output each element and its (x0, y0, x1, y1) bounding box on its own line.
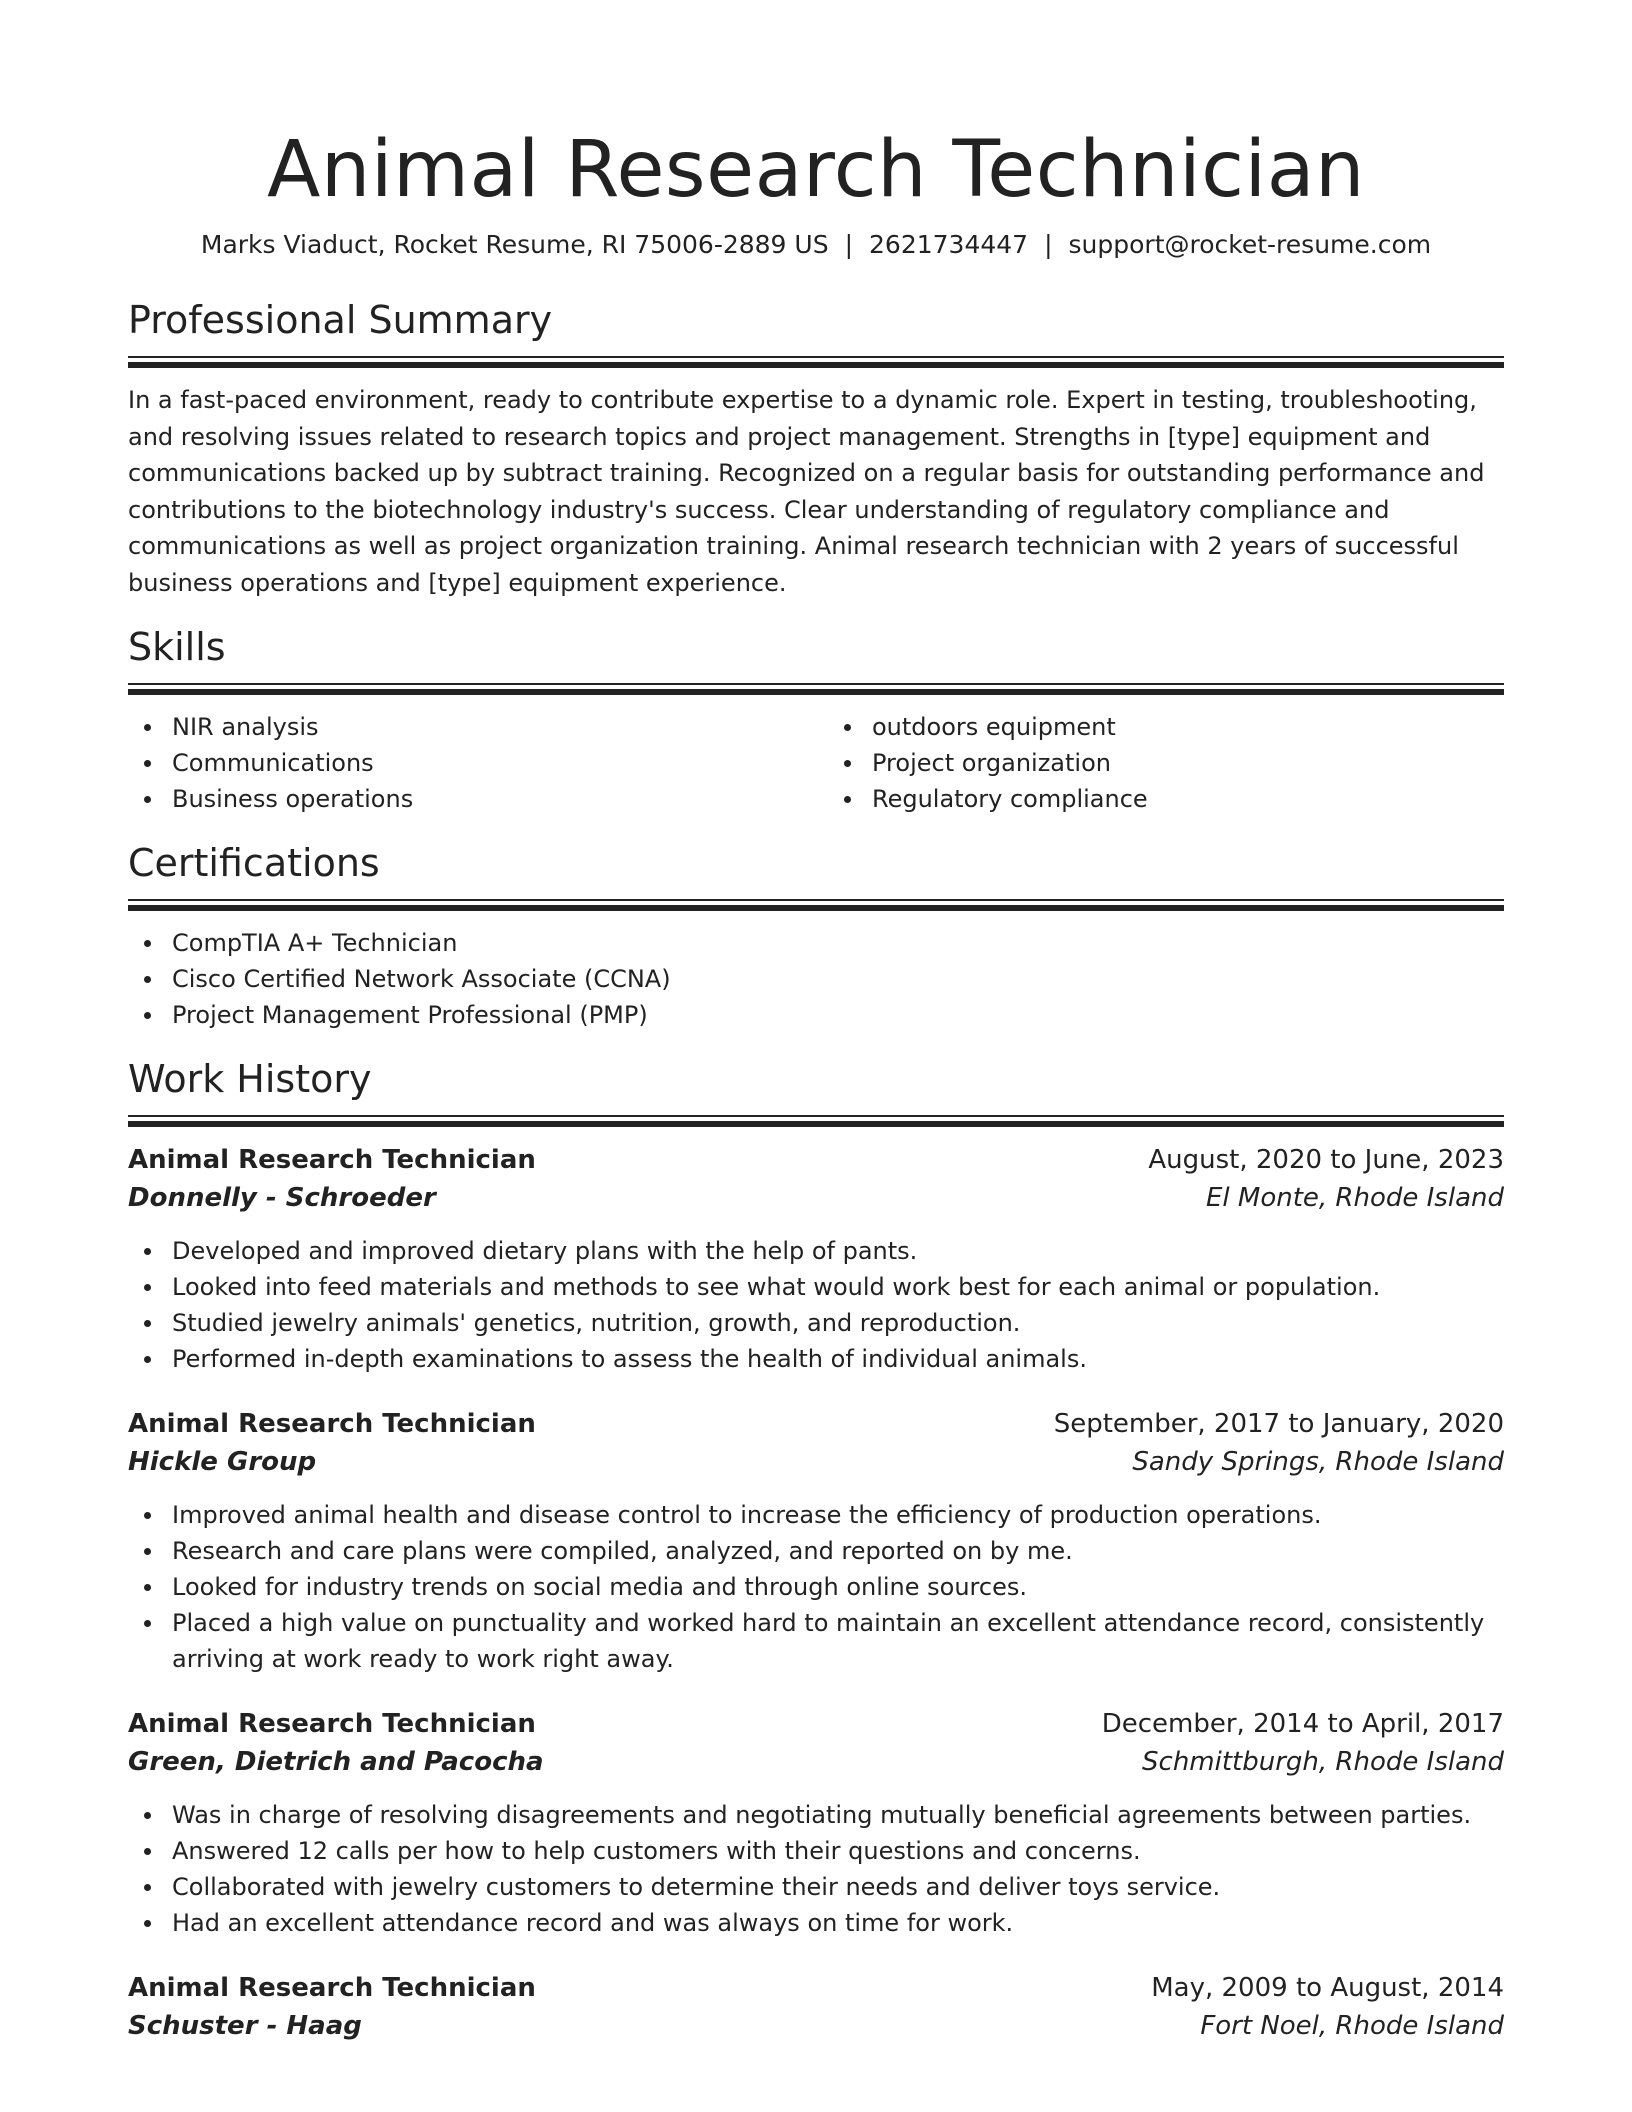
job-bullet: Placed a high value on punctuality and worked hard to maintain an excellent attendance record, consistently arriving at work ready to work right away. (128, 1605, 1504, 1677)
job-bullet: Had an excellent attendance record and was always on time for work. (128, 1905, 1504, 1941)
skill-item: NIR analysis (128, 709, 816, 745)
job-subheader-row (128, 1743, 1504, 1781)
job-bullets (128, 1797, 1504, 1941)
summary-section (128, 296, 1504, 601)
skill-item: Project organization (828, 745, 1504, 781)
contact-separator: | (844, 230, 854, 259)
job-title: Animal Research Technician (128, 1145, 536, 1175)
contact-address: Marks Viaduct, Rocket Resume, RI 75006-2889 US (200, 230, 829, 259)
resume-name: Animal Research Technician (267, 125, 1365, 215)
certification-item: Project Management Professional (PMP) (128, 997, 1504, 1033)
job-dates: September, 2017 to January, 2020 (1053, 1409, 1504, 1439)
job-entry (128, 1705, 1504, 1941)
summary-heading: Professional Summary (128, 298, 553, 342)
skills-list-left (128, 709, 816, 817)
skill-item: Regulatory compliance (828, 781, 1504, 817)
skill-item: Business operations (128, 781, 816, 817)
job-header-row (128, 1141, 1504, 1179)
job-bullet: Collaborated with jewelry customers to determine their needs and deliver toys service. (128, 1869, 1504, 1905)
job-bullet: Improved animal health and disease control to increase the efficiency of production operations. (128, 1497, 1504, 1533)
certifications-section (128, 839, 1504, 1033)
certifications-list (128, 925, 1504, 1033)
job-subheader-row (128, 2007, 1504, 2045)
work-history-section (128, 1055, 1504, 2045)
job-bullet: Looked for industry trends on social media and through online sources. (128, 1569, 1504, 1605)
job-entry (128, 1405, 1504, 1677)
section-divider (128, 683, 1504, 695)
contact-phone: 2621734447 (869, 230, 1029, 259)
section-divider (128, 899, 1504, 911)
job-header-row (128, 1969, 1504, 2007)
work-history-heading: Work History (128, 1057, 372, 1101)
job-title: Animal Research Technician (128, 1973, 536, 2003)
summary-text: In a fast-paced environment, ready to contribute expertise to a dynamic role. Expert in testing, troubleshooting, and resolving issues related to research topics and project management. Strengths in [type] equipment and communications backed up by subtract training. Recognized on a regular basis for outstanding performance and contributions to the biotechnology industry's success. Clear understanding of regulatory compliance and communications as well as project organization training. Animal research technician with 2 years of successful business operations and [type] equipment experience. (128, 386, 1485, 597)
skills-list-right (816, 709, 1504, 817)
job-bullet: Answered 12 calls per how to help customers with their questions and concerns. (128, 1833, 1504, 1869)
job-bullet: Studied jewelry animals' genetics, nutrition, growth, and reproduction. (128, 1305, 1504, 1341)
job-header-row (128, 1405, 1504, 1443)
job-bullet: Developed and improved dietary plans with the help of pants. (128, 1233, 1504, 1269)
job-title: Animal Research Technician (128, 1409, 536, 1439)
job-location: Fort Noel, Rhode Island (1200, 2011, 1504, 2041)
job-bullet: Looked into feed materials and methods to see what would work best for each animal or population. (128, 1269, 1504, 1305)
job-entry (128, 1141, 1504, 1377)
job-dates: May, 2009 to August, 2014 (1151, 1973, 1504, 2003)
job-subheader-row (128, 1179, 1504, 1217)
job-entry (128, 1969, 1504, 2045)
job-bullets (128, 1497, 1504, 1677)
job-company: Green, Dietrich and Pacocha (128, 1747, 544, 1777)
skill-item: outdoors equipment (828, 709, 1504, 745)
certification-item: CompTIA A+ Technician (128, 925, 1504, 961)
job-bullet: Was in charge of resolving disagreements and negotiating mutually beneficial agreements between parties. (128, 1797, 1504, 1833)
job-location: El Monte, Rhode Island (1205, 1183, 1504, 1213)
certification-item: Cisco Certified Network Associate (CCNA) (128, 961, 1504, 997)
job-title: Animal Research Technician (128, 1709, 536, 1739)
contact-line (128, 228, 1504, 262)
job-bullet: Research and care plans were compiled, analyzed, and reported on by me. (128, 1533, 1504, 1569)
job-location: Sandy Springs, Rhode Island (1132, 1447, 1504, 1477)
skills-grid (128, 709, 1504, 817)
job-company: Donnelly - Schroeder (128, 1183, 436, 1213)
section-divider (128, 1115, 1504, 1127)
job-company: Schuster - Haag (128, 2011, 362, 2041)
job-header-row (128, 1705, 1504, 1743)
job-subheader-row (128, 1443, 1504, 1481)
job-location: Schmittburgh, Rhode Island (1142, 1747, 1504, 1777)
job-bullets (128, 1233, 1504, 1377)
contact-separator: | (1044, 230, 1053, 259)
job-bullet: Performed in-depth examinations to assess the health of individual animals. (128, 1341, 1504, 1377)
section-divider (128, 356, 1504, 368)
certifications-heading: Certifications (128, 841, 380, 885)
job-company: Hickle Group (128, 1447, 317, 1477)
skills-section (128, 623, 1504, 817)
job-dates: August, 2020 to June, 2023 (1148, 1145, 1504, 1175)
skills-heading: Skills (128, 625, 226, 669)
job-dates: December, 2014 to April, 2017 (1101, 1709, 1504, 1739)
skill-item: Communications (128, 745, 816, 781)
contact-email: support@rocket-resume.com (1068, 230, 1432, 259)
